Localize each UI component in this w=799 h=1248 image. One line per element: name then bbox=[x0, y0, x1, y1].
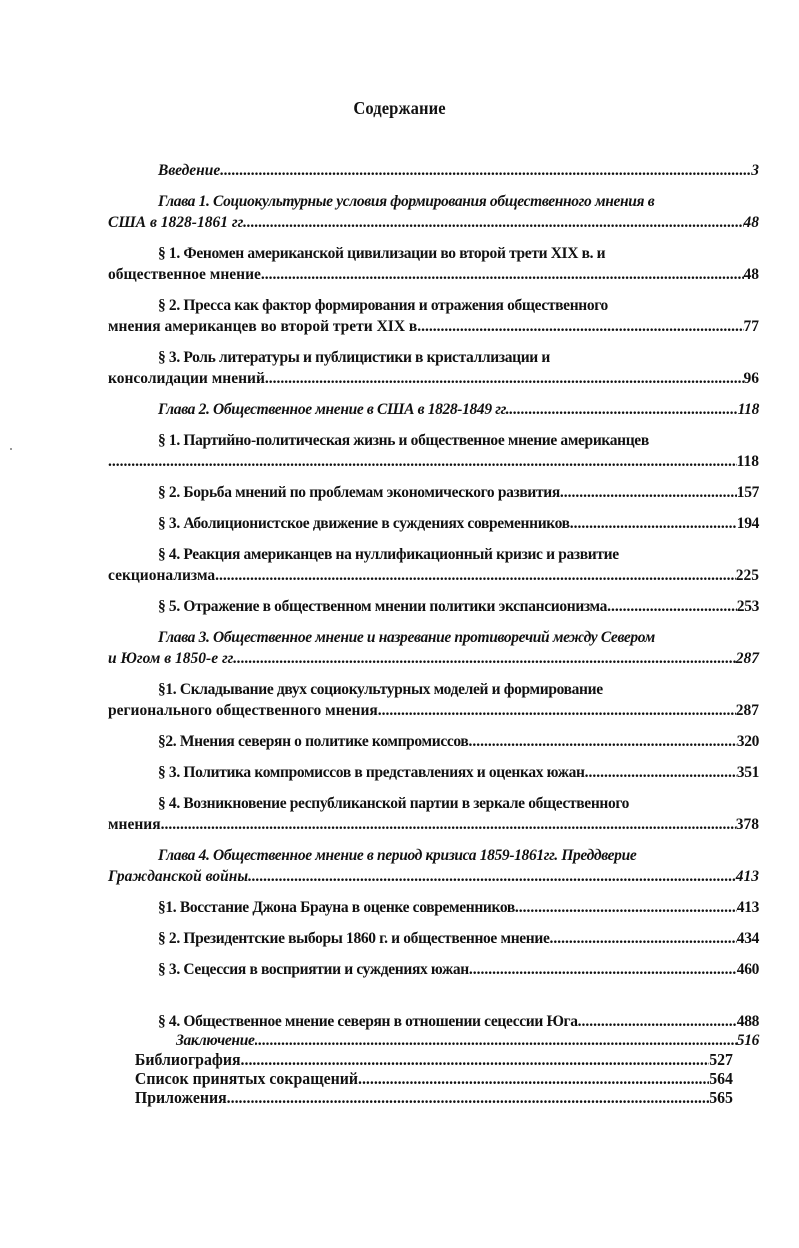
toc-page-number: 564 bbox=[709, 1069, 733, 1088]
leader-dots bbox=[560, 482, 737, 503]
toc-entry-ch4-section-4[interactable] bbox=[108, 1012, 759, 1032]
leader-dots bbox=[241, 1050, 710, 1069]
toc-entry-ch1-section-2[interactable] bbox=[108, 295, 759, 337]
leader-dots bbox=[515, 897, 737, 918]
toc-entry-ch1-section-3[interactable] bbox=[108, 347, 759, 389]
toc-entry-heading: § 3. Роль литературы и публицистики в кристаллизации и bbox=[158, 349, 550, 366]
toc-page-number: 157 bbox=[736, 484, 759, 501]
toc-entry-ch2-section-5[interactable] bbox=[108, 596, 759, 617]
leader-dots bbox=[220, 160, 751, 181]
toc-page-number: 434 bbox=[736, 930, 759, 947]
toc-entry-text: § 3. Сецессия в восприятии и суждениях южан bbox=[158, 961, 469, 978]
toc-entry-text: Глава 2. Общественное мнение в США в 1828-1849 гг. bbox=[158, 401, 510, 418]
toc-page-number: 77 bbox=[743, 318, 759, 335]
toc-page-number: 320 bbox=[736, 733, 759, 750]
toc-entry-bibliography[interactable] bbox=[108, 1050, 733, 1069]
toc-entry-ch3-section-2[interactable] bbox=[108, 731, 759, 752]
toc-entry-heading: Глава 3. Общественное мнение и назревание противоречий между Севером bbox=[158, 629, 655, 646]
toc-entry-heading: § 4. Реакция американцев на нуллификационный кризис и развитие bbox=[158, 546, 619, 563]
toc-entry-text: § 2. Президентские выборы 1860 г. и общественное мнение bbox=[158, 930, 550, 947]
toc-page-number: 3 bbox=[751, 162, 759, 179]
toc-entry-heading: §1. Складывание двух социокультурных моделей и формирование bbox=[158, 681, 603, 698]
toc-page-number: 378 bbox=[735, 816, 759, 833]
toc-entry-text: и Югом в 1850-е гг. bbox=[108, 650, 238, 667]
toc-page-number: 565 bbox=[709, 1088, 733, 1107]
toc-entry-text: США в 1828-1861 гг. bbox=[108, 214, 247, 231]
toc-page-number: 194 bbox=[736, 515, 759, 532]
toc-page-number: 253 bbox=[736, 598, 759, 615]
toc-page-number: 96 bbox=[743, 370, 759, 387]
toc-entry-text: § 2. Борьба мнений по проблемам экономического развития bbox=[158, 484, 560, 501]
toc-entry-text: общественное мнение bbox=[108, 266, 261, 283]
toc-entry-text: §2. Мнения северян о политике компромиссов bbox=[158, 733, 469, 750]
toc-page-number: 118 bbox=[737, 401, 759, 418]
leader-dots bbox=[227, 1088, 710, 1107]
leader-dots bbox=[237, 648, 736, 669]
toc-entry-text: мнения bbox=[108, 816, 161, 833]
toc-entry-heading: § 1. Партийно-политическая жизнь и общественное мнение американцев bbox=[158, 432, 649, 449]
scan-speck bbox=[10, 448, 12, 450]
toc-entry-chapter-3[interactable] bbox=[108, 627, 759, 669]
leader-dots bbox=[358, 1069, 709, 1088]
toc-entry-chapter-4[interactable] bbox=[108, 845, 759, 887]
toc-page-number: 118 bbox=[736, 453, 759, 470]
toc-entry-ch2-section-4[interactable] bbox=[108, 544, 759, 586]
toc-entry-text: § 3. Аболиционистское движение в суждениях современников bbox=[158, 515, 570, 532]
toc-entry-intro[interactable] bbox=[108, 160, 759, 181]
toc-entry-conclusion[interactable] bbox=[108, 1032, 759, 1050]
toc-entry-ch1-section-1[interactable] bbox=[108, 243, 759, 285]
toc-entry-text: Библиография bbox=[134, 1050, 241, 1069]
leader-dots bbox=[161, 814, 736, 835]
leader-dots bbox=[108, 451, 737, 472]
toc-page-number: 48 bbox=[743, 214, 759, 231]
table-of-contents bbox=[108, 160, 759, 990]
leader-dots bbox=[255, 1032, 737, 1050]
leader-dots bbox=[378, 700, 736, 721]
toc-entry-text: Заключение bbox=[176, 1032, 255, 1049]
toc-entry-text: регионального общественного мнения bbox=[108, 702, 378, 719]
leader-dots bbox=[421, 316, 743, 337]
toc-page-number: 460 bbox=[736, 961, 759, 978]
page-title: Содержание bbox=[353, 98, 446, 118]
toc-page-number: 351 bbox=[736, 764, 759, 781]
toc-page-number: 287 bbox=[735, 650, 759, 667]
toc-entry-text: мнения американцев во второй трети XIX в. bbox=[108, 318, 422, 335]
leader-dots bbox=[578, 1012, 737, 1032]
toc-entry-text: секционализма bbox=[108, 567, 216, 584]
toc-entry-text: Список принятых сокращений bbox=[134, 1069, 358, 1088]
toc-entry-ch3-section-1[interactable] bbox=[108, 679, 759, 721]
toc-tail-section bbox=[108, 1012, 759, 1107]
leader-dots bbox=[215, 565, 736, 586]
toc-entry-text: Гражданской войны bbox=[108, 868, 249, 885]
toc-entry-text: § 4. Общественное мнение северян в отношении сецессии Юга bbox=[158, 1013, 578, 1030]
toc-entry-text: § 5. Отражение в общественном мнении политики экспансионизма bbox=[158, 598, 608, 615]
toc-entry-text: консолидации мнений bbox=[108, 370, 265, 387]
toc-entry-ch4-section-3[interactable] bbox=[108, 959, 759, 980]
toc-page-number: 287 bbox=[735, 702, 759, 719]
leader-dots bbox=[585, 762, 737, 783]
toc-entry-text: Приложения bbox=[134, 1088, 227, 1107]
toc-entry-ch2-section-2[interactable] bbox=[108, 482, 759, 503]
leader-dots bbox=[261, 264, 744, 285]
toc-entry-ch2-section-1[interactable] bbox=[108, 430, 759, 472]
toc-entry-appendices[interactable] bbox=[108, 1088, 733, 1107]
toc-entry-heading: § 4. Возникновение республиканской партии в зеркале общественного bbox=[158, 795, 630, 812]
leader-dots bbox=[607, 596, 737, 617]
toc-page-number: 225 bbox=[735, 567, 759, 584]
toc-entry-ch3-section-4[interactable] bbox=[108, 793, 759, 835]
toc-page-number: 488 bbox=[736, 1013, 759, 1030]
toc-page-number: 413 bbox=[736, 899, 759, 916]
toc-entry-heading: Глава 1. Социокультурные условия формирования общественного мнения в bbox=[158, 193, 655, 210]
toc-entry-text: Введение bbox=[158, 162, 221, 179]
toc-entry-ch4-section-2[interactable] bbox=[108, 928, 759, 949]
leader-dots bbox=[468, 731, 736, 752]
leader-dots bbox=[248, 866, 736, 887]
toc-page-number: 516 bbox=[736, 1032, 759, 1049]
toc-entry-abbreviations[interactable] bbox=[108, 1069, 733, 1088]
toc-entry-heading: Глава 4. Общественное мнение в период кризиса 1859-1861гг. Преддверие bbox=[158, 847, 637, 864]
toc-entry-text: §1. Восстание Джона Брауна в оценке современников bbox=[158, 899, 515, 916]
toc-entry-ch3-section-3[interactable] bbox=[108, 762, 759, 783]
toc-entry-heading: § 1. Феномен американской цивилизации во второй трети XIX в. и bbox=[158, 245, 606, 262]
toc-entry-text: § 3. Политика компромиссов в представлениях и оценках южан bbox=[158, 764, 585, 781]
toc-page-number: 527 bbox=[709, 1050, 733, 1069]
toc-entry-chapter-1[interactable] bbox=[108, 191, 759, 233]
toc-page-number: 413 bbox=[735, 868, 759, 885]
leader-dots bbox=[509, 399, 737, 420]
toc-entry-ch4-section-1[interactable] bbox=[108, 897, 759, 918]
leader-dots bbox=[469, 959, 737, 980]
toc-entry-heading: § 2. Пресса как фактор формирования и отражения общественного bbox=[158, 297, 608, 314]
toc-entry-ch2-section-3[interactable] bbox=[108, 513, 759, 534]
leader-dots bbox=[550, 928, 737, 949]
leader-dots bbox=[247, 212, 744, 233]
leader-dots bbox=[265, 368, 744, 389]
toc-entry-chapter-2[interactable] bbox=[108, 399, 759, 420]
leader-dots bbox=[570, 513, 737, 534]
toc-page-number: 48 bbox=[743, 266, 759, 283]
